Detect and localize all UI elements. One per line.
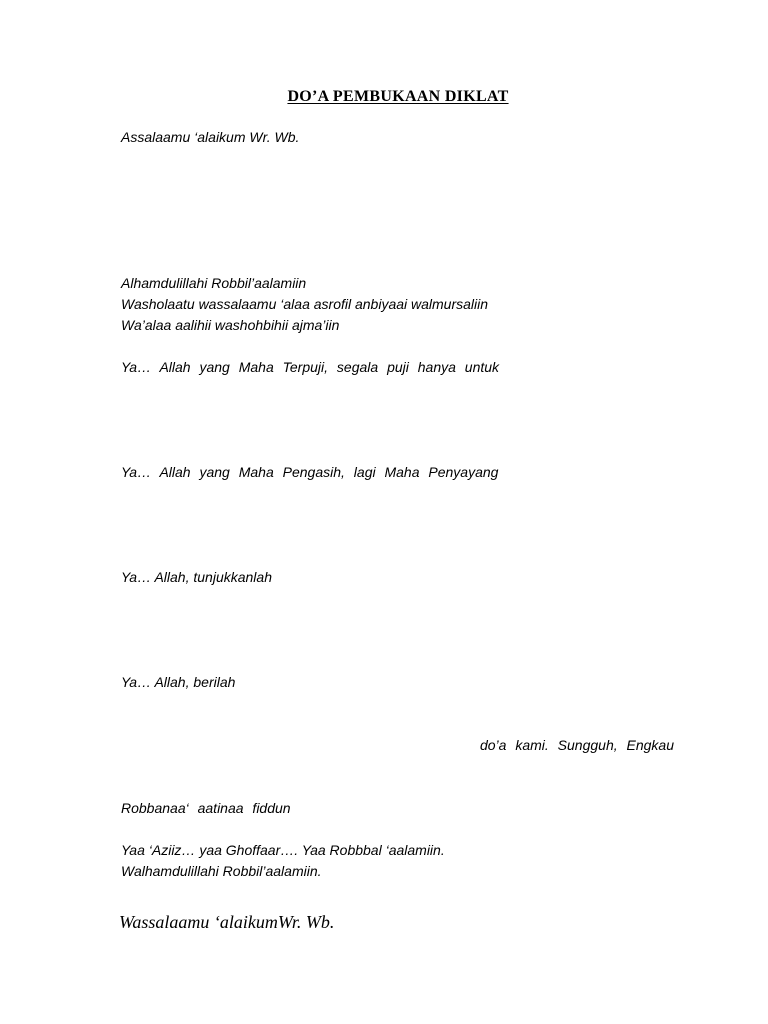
paragraph-prayer: do’a kami. Sungguh, Engkau [479, 737, 674, 753]
opening-line-2: Washolaatu wassalaamu ‘alaa asrofil anbiyaai walmursaliin [121, 296, 489, 312]
paragraph-praise: Ya… Allah yang Maha Terpuji, segala puji hanya untuk [121, 359, 500, 375]
greeting-line: Assalaamu ‘alaikum Wr. Wb. [121, 129, 300, 145]
opening-line-1: Alhamdulillahi Robbil’aalamiin [121, 275, 307, 291]
document-title: DO’A PEMBUKAAN DIKLAT [287, 88, 509, 105]
paragraph-grant: Ya… Allah, berilah [121, 674, 236, 690]
opening-line-3: Wa’alaa aalihii washohbihii ajma’iin [121, 317, 340, 333]
paragraph-robbanaa: Robbanaa‘ aatinaa fiddun [121, 800, 291, 816]
closing-line-2: Walhamdulillahi Robbil’aalamiin. [121, 863, 322, 879]
closing-salutation: Wassalaamu ‘alaikumWr. Wb. [119, 912, 335, 932]
paragraph-compassion: Ya… Allah yang Maha Pengasih, lagi Maha Penyayang [121, 464, 499, 480]
paragraph-guidance: Ya… Allah, tunjukkanlah [121, 569, 272, 585]
closing-line-1: Yaa ‘Aziiz… yaa Ghoffaar…. Yaa Robbbal ‘aalamiin. [121, 842, 445, 858]
